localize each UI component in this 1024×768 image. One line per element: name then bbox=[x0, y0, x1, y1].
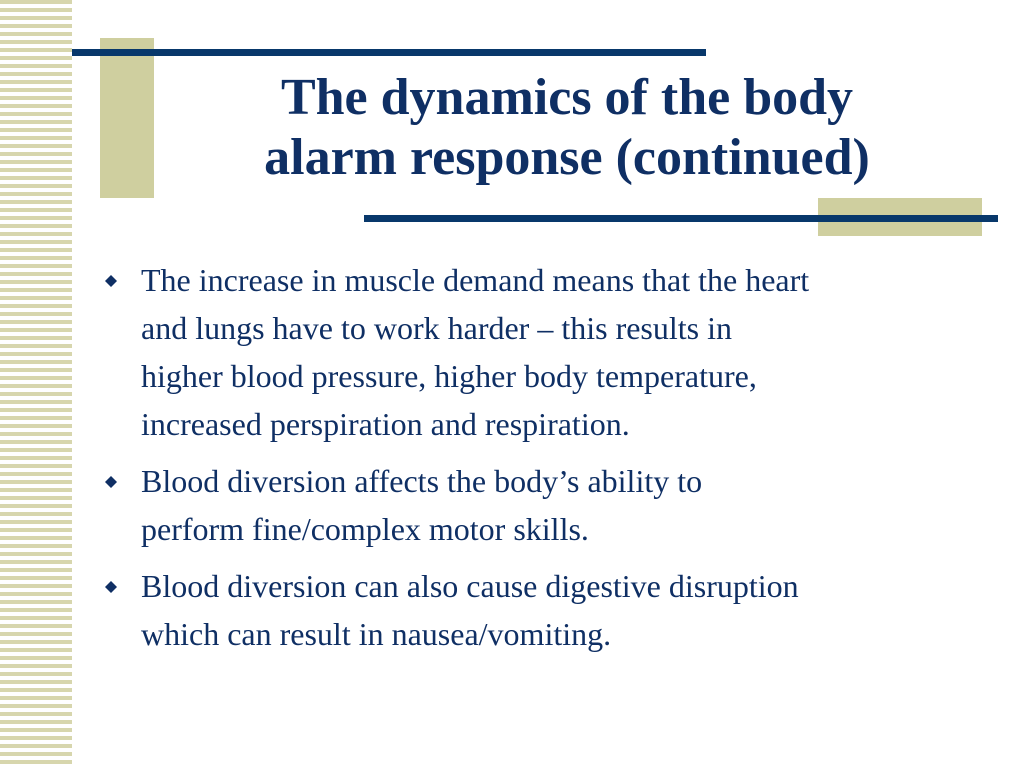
bullet-line: Blood diversion can also cause digestive disruption bbox=[141, 568, 799, 604]
bullet-item bbox=[100, 256, 985, 448]
bullet-text bbox=[141, 562, 985, 658]
slide-title-line-2: alarm response (continued) bbox=[264, 129, 870, 186]
bullet-line: increased perspiration and respiration. bbox=[141, 406, 630, 442]
slide-title-line-1: The dynamics of the body bbox=[280, 69, 854, 126]
bullet-item bbox=[100, 457, 985, 553]
bullet-line: perform fine/complex motor skills. bbox=[141, 511, 589, 547]
bullet-line: Blood diversion affects the body’s ability to bbox=[141, 463, 703, 499]
top-title-rule bbox=[72, 49, 706, 56]
diamond-icon bbox=[105, 581, 117, 593]
bullet-text bbox=[141, 457, 985, 553]
diamond-icon bbox=[105, 275, 117, 287]
left-stripe-pattern bbox=[0, 0, 72, 768]
bullet-line: which can result in nausea/vomiting. bbox=[141, 616, 612, 652]
bullet-line: and lungs have to work harder – this results in bbox=[141, 310, 732, 346]
slide-title bbox=[150, 68, 984, 188]
bullet-item bbox=[100, 562, 985, 658]
bullet-list bbox=[100, 256, 985, 658]
top-accent-block bbox=[100, 38, 154, 198]
bottom-title-rule bbox=[364, 215, 998, 222]
bullet-line: higher blood pressure, higher body temperature, bbox=[141, 358, 757, 394]
bullet-text bbox=[141, 256, 985, 448]
diamond-icon bbox=[105, 476, 117, 488]
bullet-line: The increase in muscle demand means that the heart bbox=[141, 262, 810, 298]
